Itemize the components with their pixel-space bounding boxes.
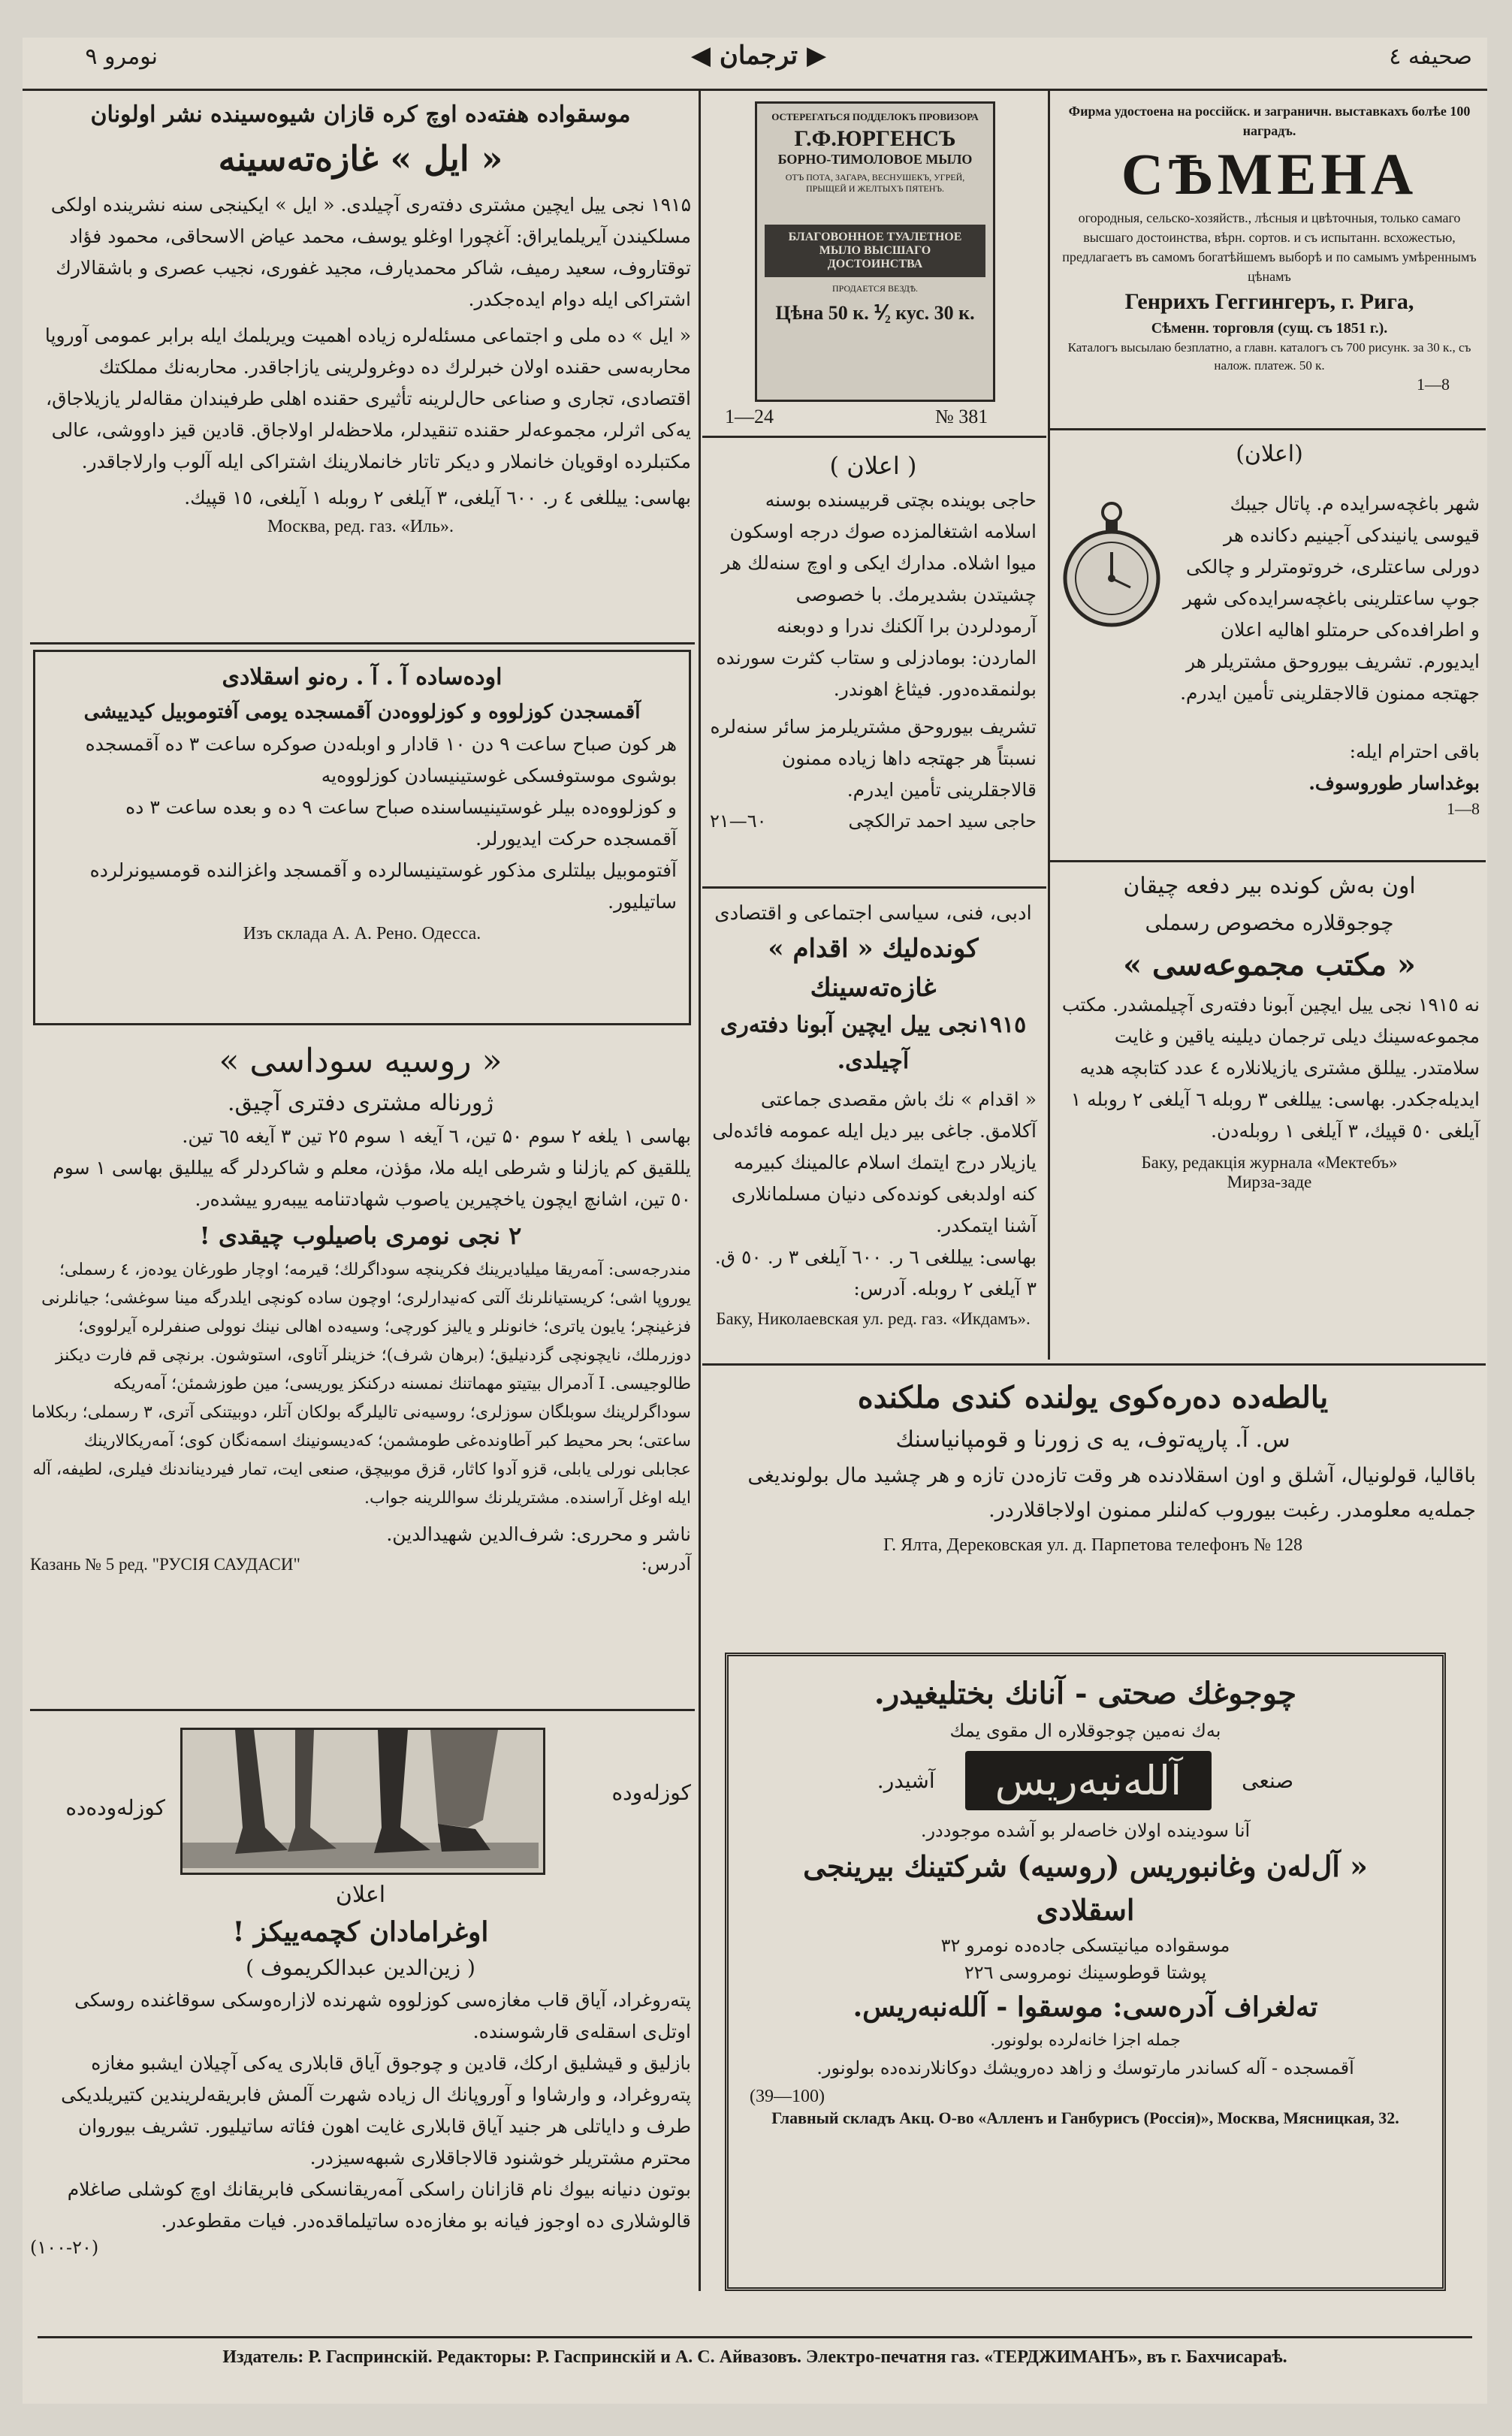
rule	[1050, 428, 1486, 430]
il-address: Москва, ред. газ. «Иль».	[267, 517, 454, 536]
semena-seed-ad	[1059, 101, 1480, 424]
allen-brand-row	[750, 1751, 1421, 1810]
reno-line-2: هر كون صباح ساعت ۹ دن ۱۰ قادار و اوبله‌دن صوكره ساعت ۳ ده آقمسجده بوشوی موستوفسكی غوستينيسادن كوزلووه‌يه	[85, 733, 677, 786]
reno-address: Изъ склада А. А. Рено. Одесса.	[243, 924, 481, 943]
soap-sold: ПРОДАЕТСЯ ВЕЗДѢ.	[831, 283, 919, 294]
header-rule	[23, 89, 1487, 91]
shoe-ref: (۱۰۰-۲۰)	[30, 2237, 99, 2258]
rusya-note: يللقيق كم يازلنا و شرطی ايله ملا، مؤذن، معلم و شاكردلر گه ييلليق بهاسی ۱ سوم ٥۰ تين، اشانچ ايچون ياخچيرين ياصوب شهادتنامه ييبه‌رو ييشده‌ر.	[53, 1157, 691, 1210]
allen-company2: اسقلادی	[1036, 1893, 1135, 1927]
soap-lower: БЛАГОВОННОЕ ТУАЛЕТНОЕ МЫЛО ВЫСШАГО ДОСТОИНСТВА	[765, 225, 985, 277]
reno-title: اوده‌ساده آ . آ . ره‌نو اسقلادی	[222, 664, 502, 690]
allen-footer: Главный складъ Акц. О-во «Алленъ и Ганбурисъ (Россія)», Москва, Мясницкая, 32.	[771, 2108, 1399, 2127]
ikdam-address: Баку, Николаевская ул. ред. газ. «Икдамъ».	[716, 1309, 1031, 1328]
il-title: « ايل » غازه‌ته‌سينه	[218, 138, 503, 179]
footer-rule	[38, 2336, 1472, 2338]
rusya-publisher: ناشر و محرری: شرف‌الدين شهيدالدين.	[386, 1523, 691, 1545]
mektep-sign: Мирза-заде	[1227, 1173, 1312, 1191]
soap-warning: ОСТЕРЕГАТЬСЯ ПОДДЕЛОКЪ ПРОВИЗОРА	[771, 111, 979, 122]
ikdam-line2: كونده‌ليك « اقدام » غازه‌ته‌سينك	[768, 934, 979, 1003]
mektep-line1: اون به‌ش كونده بير دفعه چيقان	[1123, 873, 1416, 899]
il-intro: موسقواده هفته‌ده اوچ كره قازان شيوه‌سينده نشر اولونان	[90, 101, 631, 128]
newspaper-name: ◀ ترجمان ▶	[690, 41, 827, 71]
shoe-label-right: كوزله‌وده	[611, 1780, 691, 1805]
jurgens-soap-ad	[710, 101, 1037, 432]
reno-line-1: آقمسجدن كوزلووه و كوزلووه‌دن آقمسجده يومی آفتوموبيل كيدييشی	[83, 701, 641, 723]
soap-product: БОРНО-ТИМОЛОВОЕ МЫЛО	[777, 152, 973, 167]
watch-ref: 1—8	[1447, 799, 1480, 818]
shoe-line-3: بوتون دنيانه بيوك نام قازانان راسكی آمه‌ريقانسكی فابريقانك اوچ كوشلی صاغلام قالوشلاری ده اوجوز فيانه بو مغازه‌ده ساتيلماقده‌در. فيات مقطوعدر.	[67, 2178, 691, 2232]
mektep-title: « مكتب مجموعه‌سی »	[1123, 947, 1416, 983]
allen-telegraf: ته‌لغراف آدره‌سی: موسقوا - آلله‌نبه‌ريس.	[853, 1991, 1318, 2023]
watch-regards: باقی احترام ايله:	[1349, 741, 1480, 762]
allen-addr2: پوشتا قوطوسينك نومروسی ۲۲٦	[964, 1962, 1207, 1983]
allen-right-word: آشيدر.	[877, 1768, 935, 1793]
yalta-subtitle: س. آ. پارپه‌توف، يه ی زورنا و قومپانياسنك	[895, 1426, 1290, 1453]
il-price: بهاسی: ييللغی ٤ ر. ٦٠٠ آيلغی، ۳ آيلغی ۲ روبله ۱ آيلغی، ۱٥ قپيك.	[184, 487, 691, 509]
rusya-contents: مندرجه‌سی: آمه‌ريقا ميلياديرينك فكرينچه سوداگرلك؛ قيرمه؛ اوچار طورغان يوده‌ز، ٤ رسملی؛ يوروپا اشی؛ كريستيانلرنك آلتی كه‌نيدارلری؛ اوچون ساده كونچی ايلدرگه مينا سوغشی؛ جيانلرنی فزغينچر؛ يايون ياتری؛ خانونلر و ياليز كورچی؛ وسيه‌ده اهالی نينك نوولی صنفرلره آيرلووی؛ دوزرملك، نايچونچی گزدنيليق؛ (برهان شرف)؛ خزينلر آتاوی، استوشون. برنچی قم فارت ديكنز طالوجيسی. I آدمرال بيتيتو مهماتنك نمسنه دركنكز يوريسی؛ مين طوزشمئن؛ آمه‌ريكه سوداگرلرينك سوبلگان سوزلری؛ روسيه‌نی تاليلرگه بولكان آتلر، دوبيتنكی آتری، ۳ رسملی؛ ربكلاما ساعتی؛ بحر محيط كبر آطاونده‌غی طومشمن؛ كه‌ديسونينك اسمه‌نگان كوی؛ آمه‌ريكالارينك عجابلی نورلی يابلی، قزو آدوا كاثار، قزق موبيچق، صنعی ايت، تمار فيرديناندنك فيلری، لطيفه، آله ايله اوغل آراسنده. مشتريلرنك سواللرينه جواب.	[32, 1260, 691, 1508]
legs-and-shoes-icon	[183, 1730, 539, 1868]
rusya-title: « روسيه سوداسی »	[219, 1042, 502, 1080]
shoe-line-1: پته‌روغراد، آياق قاب مغازه‌سی كوزلووه شهرنده لازاره‌وسكی سوقاغنده روسكی اوتل‌ی اسقله‌ی قارشوسنده.	[74, 1989, 691, 2042]
soap-ref-right: № 381	[935, 406, 988, 427]
semena-title: СѢМЕНА	[1121, 141, 1418, 207]
center-announcement	[710, 447, 1037, 883]
ikdam-line1: ادبی، فنی، سياسی اجتماعی و اقتصادی	[714, 902, 1032, 925]
soap-ref-left: 1—24	[725, 406, 774, 427]
watch-shop-ad	[1059, 436, 1480, 856]
rule	[702, 1363, 1486, 1366]
center-ilan-ref: ۲۱—٦۰	[710, 810, 767, 832]
rusya-issue-title: ۲ نجی نومری باصيلوب چيقدی !	[199, 1221, 522, 1250]
yalta-text: باقاليا، قولونيال، آشلق و اون اسقلادنده هر وقت تازه‌دن تازه و هر چشيد مال بولونديغی جمله‌يه معلومدر. رغبت بيوروب كه‌لنلر ممنون اولاجاقلاردر.	[747, 1464, 1476, 1522]
center-ilan-sign: حاجی سيد احمد ترالكچی	[848, 810, 1037, 832]
ikdam-line3: ۱۹۱٥نجی ييل ايچين آبونا دفته‌ری آچيلدی.	[720, 1012, 1027, 1074]
rusya-address: Казань № 5 ред. "РУСIЯ САУДАСИ"	[30, 1555, 300, 1574]
rule	[1050, 860, 1486, 862]
shoe-title: اوغرامادان كچمه‌ييكز !	[232, 1916, 489, 1948]
semena-ref: 1—8	[1417, 375, 1450, 394]
mektep-line2: چوجوقلاره مخصوص رسملی	[1145, 910, 1394, 935]
yalta-address: Г. Ялта, Дерековская ул. д. Парпетова телефонъ № 128	[883, 1535, 1303, 1555]
mektep-magazine-ad	[1059, 868, 1480, 1356]
ikdam-price: بهاسی: ييللغی ٦ ر. ٦٠٠ آيلغی ۳ ر. ٥٠ ق. ۳ آيلغی ۲ روبله. آدرس:	[714, 1246, 1037, 1300]
rusya-price: بهاسی ۱ يلغه ۲ سوم ۵۰ تين، ٦ آيغه ۱ سوم ۲٥ تين ۳ آيغه ٦٥ تين.	[182, 1125, 691, 1147]
center-ilan-heading: ( اعلان )	[829, 451, 917, 480]
ikdam-text: « اقدام » نك باش مقصدی جماعتی آكلامق. جاغی بير ديل ايله عمومه فائده‌لی يازيلار درج ايتمك اسلام عالمينك كبيرمه كنه اولدبغی كونده‌كی دنيان مسلمانلاری آشنا ايتمكدر.	[712, 1088, 1037, 1236]
newspaper-page	[23, 38, 1487, 2404]
watch-sign: بوغداسار طوروسوف.	[1308, 772, 1480, 794]
pocket-watch-icon	[1059, 496, 1164, 638]
soap-maker: Г.Ф.ЮРГЕНСЪ	[794, 126, 956, 151]
semena-top: Фирма удостоена на россійск. и заграничн. выставкахъ болѣе 100 наградъ.	[1068, 104, 1471, 138]
reno-auto-ad	[33, 650, 691, 1025]
il-paragraph-2: « ايل » ده ملی و اجتماعی مسئله‌لره زياده اهميت ويريلمك ايله برابر عمومی آوروپا محاربه‌سی حقنده اولان خبرلرك ده دوغرولرينی يازاجاقدر. محاربه‌نك مملكتك اقتصادی، تجاری و صناعی حال‌لرينه تأثيری حقنده اهلی طرفيندان مقاله‌لر يازيلاجاق، يه‌كی اثرلر، مجموعه‌لر حقنده تنقيدلر، ملاحظه‌لر اولاجاق. قادين قيز داووشی، عالی مكتبلرده اوقويان خانملار و ديكر تاتار خانملارينك اشتراكی ايله آلوب وارلاجاقدر.	[44, 324, 691, 472]
rusya-address-label: آدرس:	[641, 1553, 691, 1574]
rusya-saudasi-ad	[30, 1037, 691, 1705]
allen-addr1: موسقواده ميانيتسكی جاده‌ده نومرو ۳۲	[940, 1935, 1230, 1956]
allen-brand-logo: آلله‌نبه‌ريس	[965, 1751, 1212, 1810]
yalta-shop-ad	[710, 1375, 1476, 1645]
il-newspaper-ad	[30, 98, 691, 638]
yalta-title: يالطه‌ده ده‌ره‌كوی يولنده كندی ملكنده	[857, 1380, 1329, 1415]
rule	[30, 642, 695, 644]
allen-ref: (39—100)	[750, 2087, 825, 2106]
rusya-subtitle: ژورناله مشتری دفتری آچيق.	[228, 1090, 493, 1116]
allen-local: آقمسجده - آله كساندر مارتوسك و زاهد ده‌رويشك دوكانلارنده‌ده بولونور.	[816, 2057, 1354, 2078]
allen-left-word: صنعی	[1242, 1768, 1294, 1793]
rule	[702, 886, 1046, 889]
allen-line2: آنا سودينده اولان خاصه‌لر بو آشده موجوددر.	[920, 1820, 1251, 1841]
shoe-line-2: بازليق و قيشليق اركك، قادين و چوجوق آياق قابلاری يه‌كی آچيلان ايشبو مغازه پته‌روغراد، و وارشاوا و آوروپانك ال زياده شهرت آلمش فابريقه‌لريندين كتيريلديكی طرف و داياتلی هر جنيد آياق قابلاری غايت اهون فئاته ساتيليور. تشريف بيوروان محترم مشتريلر خوشنود قالاجاقلاری شبهه‌سيزدر.	[61, 2052, 691, 2169]
mektep-address: Баку, редакція журнала «Мектебъ»	[1141, 1153, 1398, 1172]
reno-line-3: و كوزلووه‌ده بيلر غوستينيساسنده صباح ساعت ۹ ده و بعده ساعت ۳ ده آقمسجده حركت ايديورلر.	[125, 796, 677, 850]
page-number: صحيفه ٤	[1389, 44, 1472, 70]
watch-text: شهر باغچه‌سرايده م. پاتال جيبك قيوسی يانيندكی آجينيم دكانده هر دورلی ساعتلری، خروتومترلر و چالكی جوپ ساعتلرينی باغچه‌سرايده‌كی شهر و اطرافده‌كی حرمتلو اهاليه اعلان ايديورم. تشريف بيوروحق مشتريلر هر جهتجه ممنون قالاجقلرينی تأمين ايدرم.	[1180, 493, 1480, 704]
rusya-address-row	[30, 1553, 691, 1574]
watch-heading: (اعلان)	[1236, 441, 1303, 467]
shoe-heading: اعلان	[335, 1882, 386, 1908]
shoe-owner: ( زين‌الدين عبدالكريموف )	[246, 1955, 475, 1980]
shoe-store-ad	[30, 1720, 691, 2291]
column-divider-left	[699, 90, 701, 2291]
center-ilan-text: حاجی بوينده بچتی قربيسنده بوسنه اسلامه اشتغالمزده صوك درجه اوسكون ميوا اشلاه. مدارك ايكی و اوچ سنه‌لك هر چشيتدن بشديرمك. با خصوصی آرمودلردن برا آلكنك ندرا و دوبعنه الماردن: بومادزلی و ستاب كثرت سورنده بولنمقده‌دور. فيثاغ اهوندر.	[716, 489, 1037, 700]
allen-company: « آل‌له‌ن وغانبوريس (روسيه) شركتينك بيرينجی	[803, 1849, 1368, 1883]
imprint-footer: Издатель: Р. Гаспринскій. Редакторы: Р. Гаспринскій и А. С. Айвазовъ. Электро-печатня газ. «ТЕРДЖИМАНЪ», въ г. Бахчисараѣ.	[222, 2347, 1287, 2367]
rule	[30, 1709, 695, 1711]
semena-desc: огородныя, сельско-хозяйств., лѣсныя и цвѣточныя, только самаго высшаго достоинства, вѣрн. сортов. и съ испытанн. всхожестью, предлагаетъ въ самомъ богатѣйшемъ выборѣ и по самымъ умѣреннымъ цѣнамъ	[1062, 210, 1477, 284]
semena-firm2: Сѣменн. торговля (сущ. съ 1851 г.).	[1151, 320, 1388, 337]
soap-box	[755, 101, 995, 402]
il-paragraph-1: ۱۹۱۵ نجی ييل ايچين مشتری دفته‌ری آچيلدی. « ايل » ايكينجی سنه نشرينده اولكی مسلكيندن آيريلمايراق: آغچورا اوغلو يوسف، محمد عياض الاسحاقی، محمود فؤاد توقتاروف، سعيد رميف، شاكر محمديارف، مجيد غفوری، نجيب عصری و باشقالارك اشتراكی ايله دوام ايده‌جكدر.	[50, 194, 691, 310]
mektep-text: نه ۱۹۱٥ نجی ييل ايچين آبونا دفته‌ری آچيلمشدر. مكتب مجموعه‌سينك ديلی ترجمان ديلينه ياقين و غايت سلامتدر. ييللق مشتری يازيلانلاره ٤ عدد كتابچه هديه ايديله‌جكدر. بهاسی: ييللغی ۳ روبله ٦ آيلغی ۲ روبله ۱ آيلغی ٥۰ قپيك، ۳ آيلغی ۱ روبله‌دن.	[1061, 994, 1480, 1142]
semena-firm: Генрихъ Геггингеръ, г. Рига,	[1124, 289, 1414, 314]
shoes-illustration	[180, 1728, 545, 1875]
shoe-label-left: كوزله‌وده‌ده	[65, 1795, 165, 1820]
ikdam-newspaper-ad	[710, 898, 1037, 1348]
reno-line-4: آفتوموبيل بيلتلری مذكور غوستينيسالرده و آقمسجد واغزالنده قومسيونرلرده ساتيليور.	[89, 859, 677, 913]
allenburys-ad	[725, 1653, 1446, 2291]
allen-wholesale: جمله اجزا خانه‌لرده بولونور.	[990, 2031, 1181, 2050]
allen-title: چوجوغك صحتی - آنانك بختليغيدر.	[874, 1676, 1297, 1711]
soap-desc: ОТЪ ПОТА, ЗАГАРА, ВЕСНУШЕКЪ, УГРЕЙ, ПРЫЩЕЙ И ЖЕЛТЫХЪ ПЯТЕНЪ.	[785, 172, 965, 194]
rule	[702, 436, 1046, 438]
soap-price: Цѣна 50 к. ⅟₂ кус. 30 к.	[775, 302, 975, 324]
center-ilan-text2: تشريف بيوروحق مشتريلرمز سائر سنه‌لره نسبتاً هر جهتجه داها زياده ممنون قالاجقلرينی تأمين ايدرم.	[710, 716, 1037, 801]
issue-number: نومرو ۹	[85, 44, 158, 70]
column-divider-right	[1048, 90, 1050, 1360]
center-ilan-footer	[710, 810, 1037, 832]
semena-catalog: Каталогъ высылаю безплатно, а главн. каталогъ съ 700 рисунк. за 30 к., съ налож. платеж. 50 к.	[1067, 340, 1471, 373]
allen-line1: به‌ك نه‌مين چوجوقلاره ال مقوی يمك	[949, 1720, 1221, 1741]
